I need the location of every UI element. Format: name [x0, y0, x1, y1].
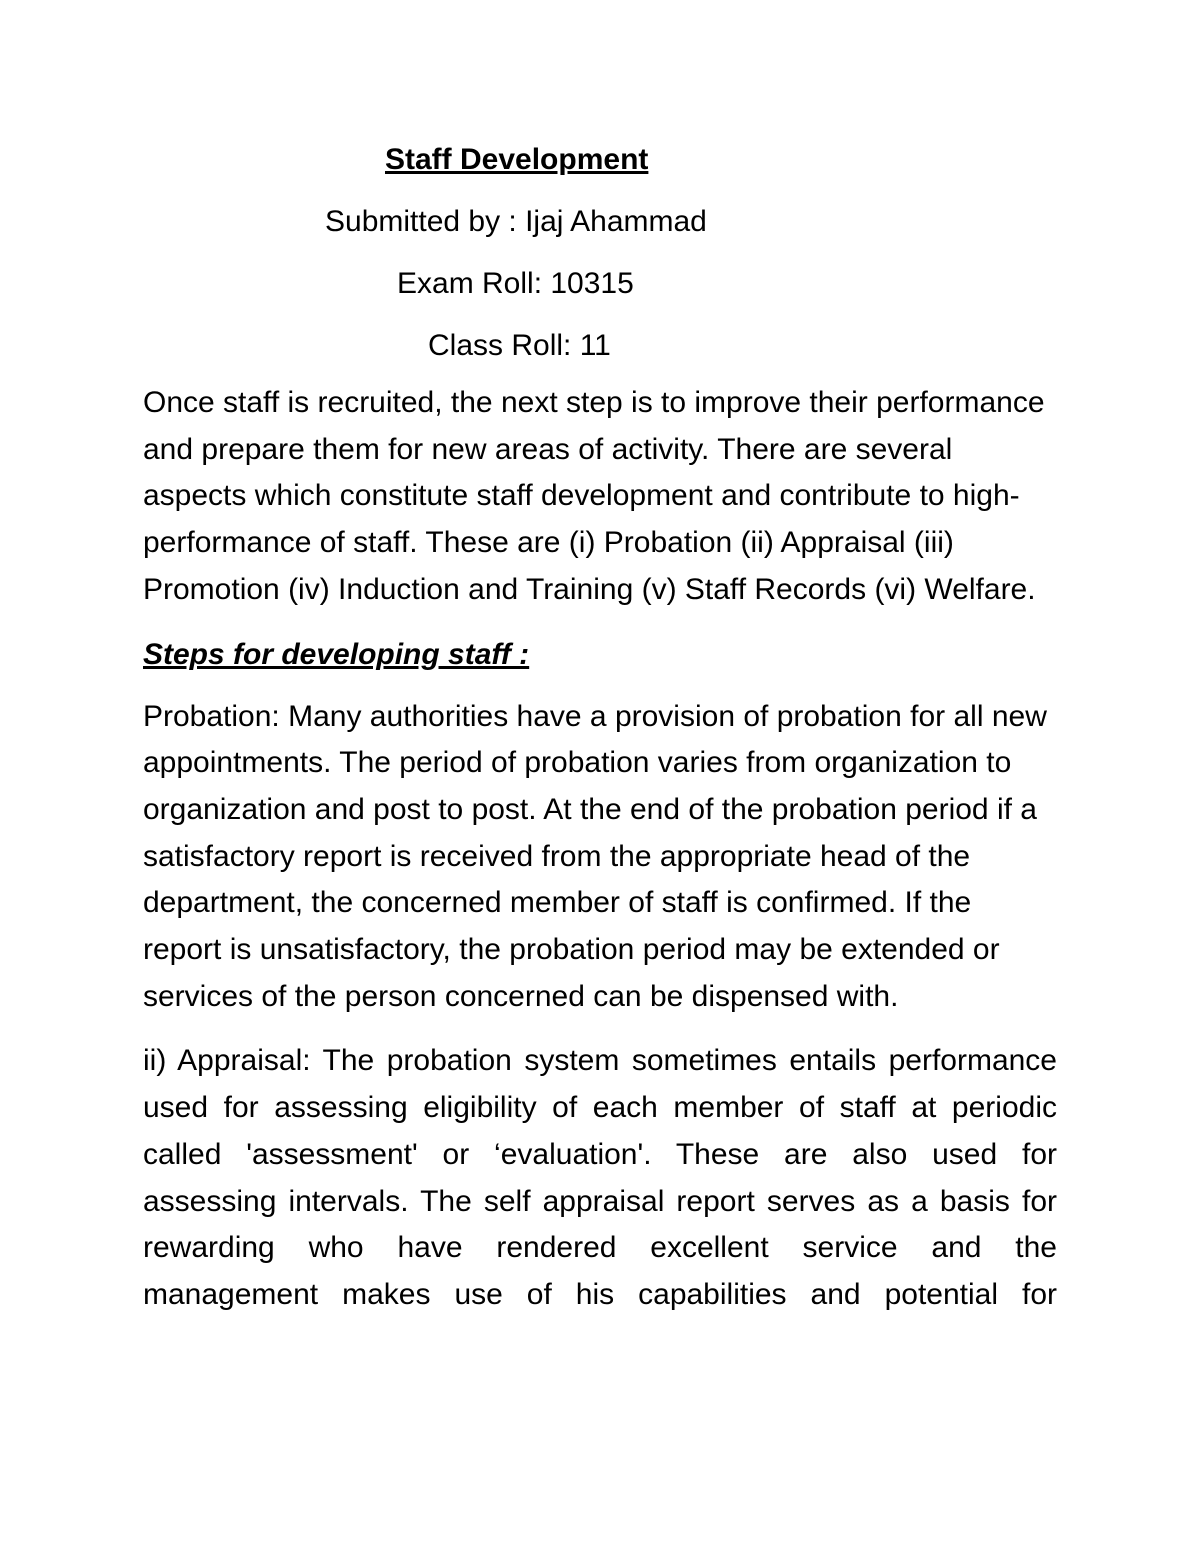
exam-roll: Exam Roll: 10315: [397, 267, 634, 300]
class-roll: Class Roll: 11: [428, 329, 611, 362]
document-title: Staff Development: [385, 143, 649, 176]
appraisal-paragraph: ii) Appraisal: The probation system sometimes entails performance used for assessing eligibility of each member of staff at periodic called 'assessment' or ‘evaluation'. These are also used for assessing intervals. The self appraisal report serves as a basis for rewarding who have rendered excellent service and the management makes use of his capabilities and potential for: [143, 1044, 1057, 1311]
steps-heading: Steps for developing staff :: [143, 637, 530, 671]
intro-paragraph: Once staff is recruited, the next step is to improve their performance and prepare them for new areas of activity. There are several aspects which constitute staff development and contribute to high-performance of staff. These are (i) Probation (ii) Appraisal (iii) Promotion (iv) Induction and Training (v) Staff Records (vi) Welfare.: [143, 386, 1045, 606]
document-body: [143, 140, 1057, 1337]
submitted-by: Submitted by : Ijaj Ahammad: [325, 205, 707, 238]
probation-paragraph: Probation: Many authorities have a provision of probation for all new appointments. The period of probation varies from organization to organization and post to post. At the end of the probation period if a satisfactory report is received from the appropriate head of the department, the concerned member of staff is confirmed. If the report is unsatisfactory, the probation period may be extended or services of the person concerned can be dispensed with.: [143, 699, 1047, 1013]
